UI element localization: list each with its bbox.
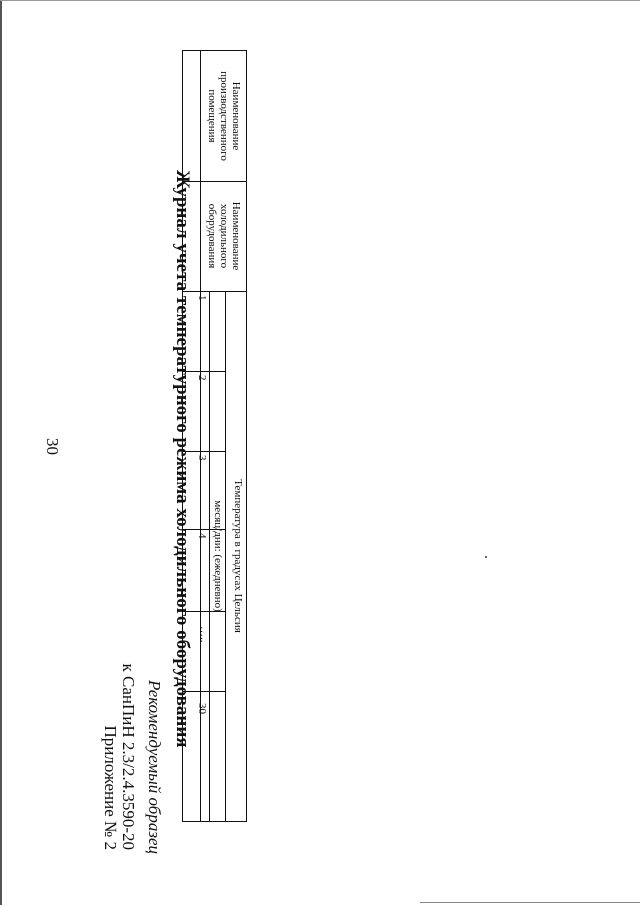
equipment-column-header: Наименование холодильного оборудования xyxy=(206,201,242,271)
period-subheader: месяц/дни: (ежедневно) xyxy=(212,500,224,612)
day-1-header: 1 xyxy=(196,295,208,301)
day-2-header: 2 xyxy=(196,375,208,381)
appendix-number: Приложение № 2 xyxy=(101,725,120,850)
table-divider xyxy=(183,291,246,292)
day-3-header: 3 xyxy=(196,455,208,461)
temperature-log-table xyxy=(182,50,247,822)
temperature-column-header: Температура в градусах Цельсия xyxy=(232,479,244,633)
day-ellipsis-header: ….. xyxy=(198,626,210,643)
page-number: 30 xyxy=(43,438,62,455)
journal-title: Журнал учета температурного режима холодильного оборудования xyxy=(172,170,193,748)
day-4-header: 4 xyxy=(196,533,208,539)
sample-note: Рекомендуемый образец xyxy=(145,680,164,854)
appendix-reference: к СанПиН 2.3/2.4.3590-20 xyxy=(119,663,138,850)
day-30-header: 30 xyxy=(196,703,208,714)
table-divider xyxy=(183,181,246,182)
room-column-header: Наименование производственного помещения xyxy=(206,71,242,161)
